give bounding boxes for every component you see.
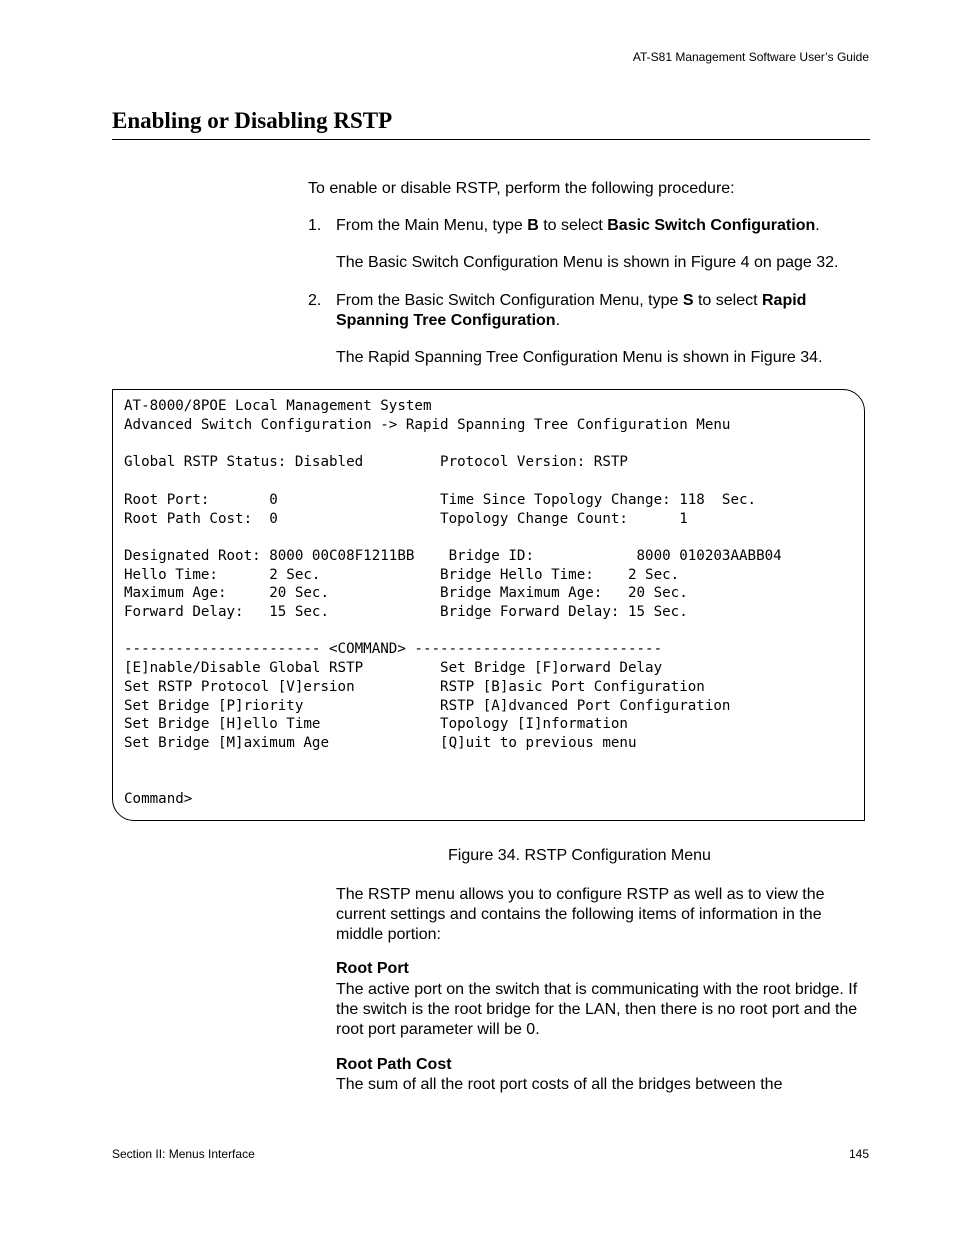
footer-page-number: 145: [848, 1147, 869, 1161]
footer-section: Section II: Menus Interface: [112, 1147, 255, 1161]
item-definition-root-path-cost: The sum of all the root port costs of all the bridges between the: [336, 1076, 783, 1093]
step-1-mid: to select: [538, 217, 608, 234]
item-term-root-path-cost: Root Path Cost: [336, 1056, 452, 1073]
step-1-target: Basic Switch Configuration: [607, 217, 816, 234]
heading-rule: [112, 139, 870, 140]
step-2-note: The Rapid Spanning Tree Configuration Menu is shown in Figure 34.: [336, 349, 823, 366]
step-1-text: [336, 216, 820, 236]
terminal-line: Advanced Switch Configuration -> Rapid Spanning Tree Configuration Menu: [124, 417, 731, 433]
description-paragraph: The RSTP menu allows you to configure RSTP as well as to view the current settings and contains the following items of information in the middle portion:: [336, 886, 825, 943]
step-2-key: S: [682, 292, 694, 309]
terminal-line: Set Bridge [P]riority RSTP [A]dvanced Port Configuration: [124, 698, 731, 714]
terminal-line: Root Port: 0 Time Since Topology Change: 118 Sec.: [124, 492, 757, 508]
terminal-line: Root Path Cost: 0 Topology Change Count: 1: [124, 511, 688, 527]
step-1-post: .: [815, 217, 820, 234]
terminal-line: Designated Root: 8000 00C08F1211BB Bridge ID: 8000 010203AABB04: [124, 548, 782, 564]
step-1-key: B: [527, 217, 539, 234]
step-2-mid: to select: [693, 292, 762, 309]
terminal-line: Hello Time: 2 Sec. Bridge Hello Time: 2 Sec.: [124, 567, 680, 583]
intro-text: To enable or disable RSTP, perform the following procedure:: [308, 180, 735, 197]
section-heading: Enabling or Disabling RSTP: [112, 108, 393, 133]
step-2-text: [336, 291, 871, 331]
terminal-line: Maximum Age: 20 Sec. Bridge Maximum Age: 20 Sec.: [124, 585, 688, 601]
terminal-line: Set Bridge [H]ello Time Topology [I]nformation: [124, 716, 628, 732]
terminal-line: Set Bridge [M]aximum Age [Q]uit to previous menu: [124, 735, 637, 751]
item-term-root-port: Root Port: [336, 960, 409, 977]
running-header: AT-S81 Management Software User’s Guide: [632, 50, 869, 64]
terminal-line: Global RSTP Status: Disabled Protocol Version: RSTP: [124, 454, 628, 470]
terminal-line: Set RSTP Protocol [V]ersion RSTP [B]asic Port Configuration: [124, 679, 705, 695]
terminal-line: [E]nable/Disable Global RSTP Set Bridge [F]orward Delay: [124, 660, 663, 676]
terminal-line: AT-8000/8POE Local Management System: [124, 398, 432, 414]
terminal-line: Forward Delay: 15 Sec. Bridge Forward Delay: 15 Sec.: [124, 604, 688, 620]
step-2-post: .: [555, 312, 561, 329]
step-1-number: 1.: [308, 217, 322, 234]
step-2-target: Rapid Spanning Tree Configuration: [336, 292, 807, 329]
figure-caption: Figure 34. RSTP Configuration Menu: [448, 847, 711, 864]
terminal-line: Command>: [124, 791, 193, 807]
step-1-pre: From the Main Menu, type: [336, 217, 528, 234]
step-1-note: The Basic Switch Configuration Menu is shown in Figure 4 on page 32.: [336, 254, 839, 271]
item-definition-root-port: The active port on the switch that is communicating with the root bridge. If the switch is the root bridge for the LAN, then there is no root port and the root port parameter will be 0.: [336, 981, 858, 1038]
terminal-line: ----------------------- <COMMAND> -----------------------------: [124, 641, 663, 657]
step-2-number: 2.: [308, 292, 322, 309]
step-2-pre: From the Basic Switch Configuration Menu, type: [336, 292, 683, 309]
